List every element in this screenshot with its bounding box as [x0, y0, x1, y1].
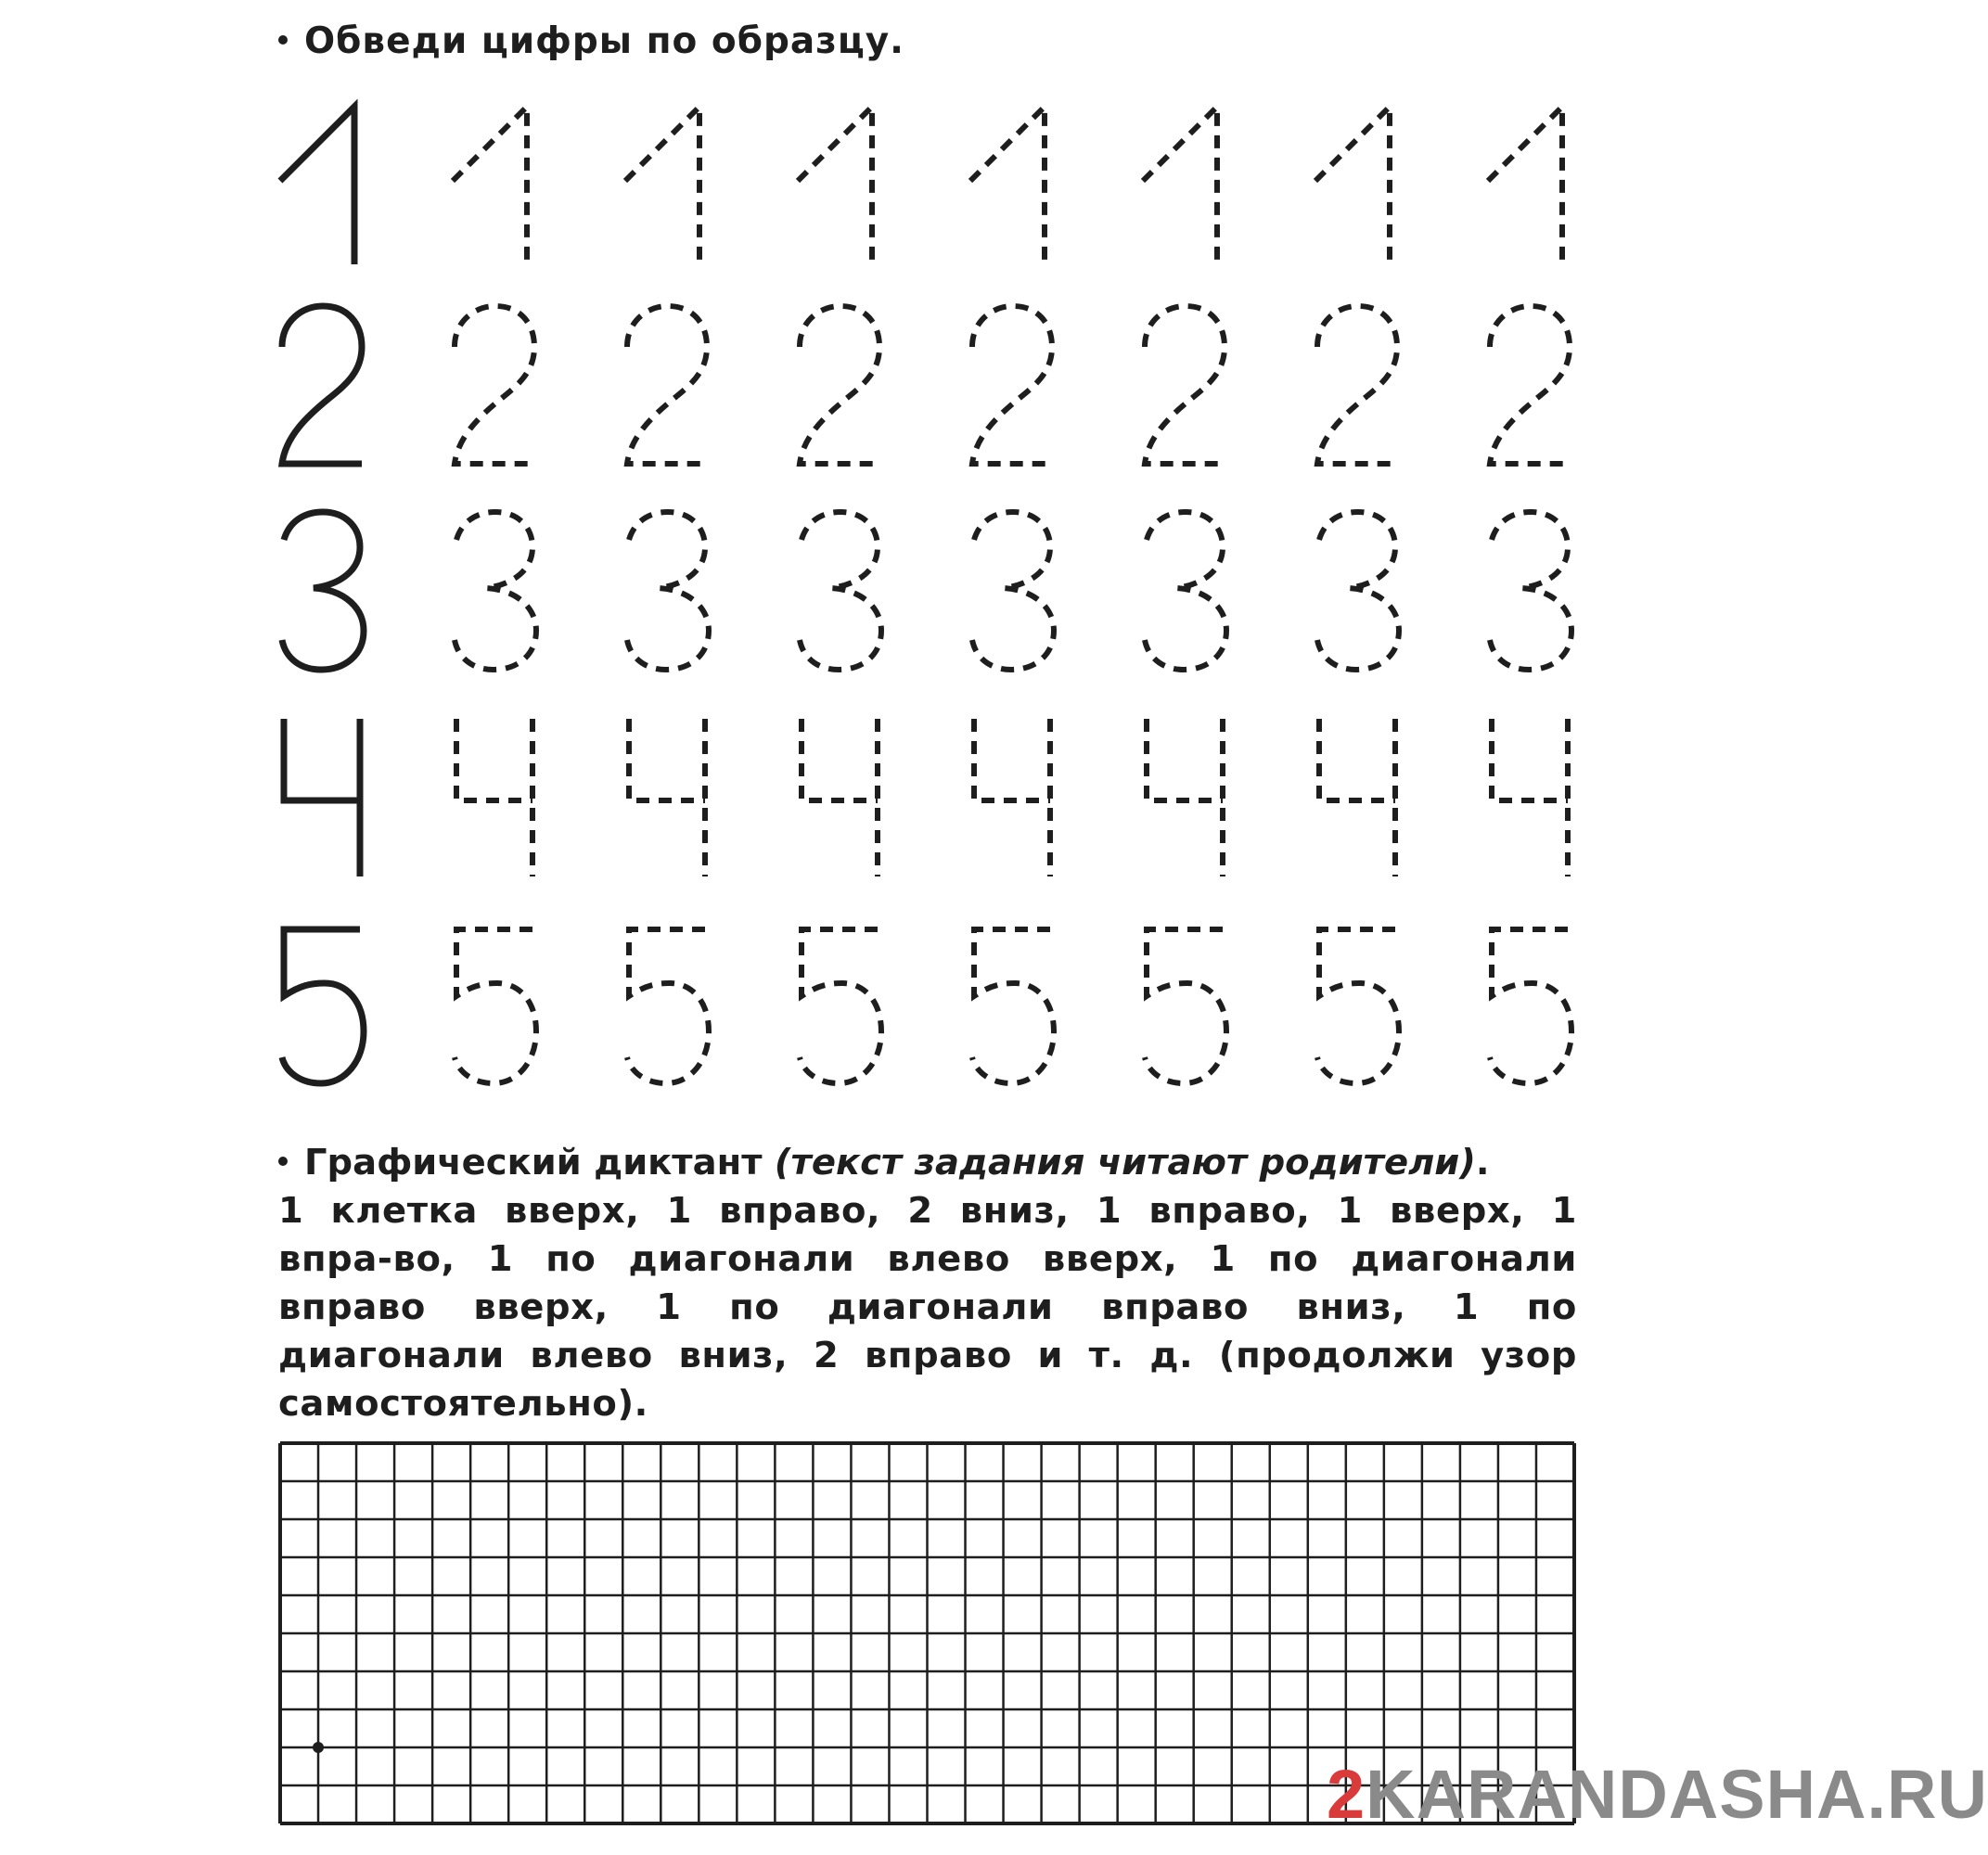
sample-digit-5	[282, 929, 364, 1083]
dictation-instructions: 1 клетка вверх, 1 вправо, 2 вниз, 1 вправо, 1 вверх, 1 впра-во, 1 по диагонали влево вверх, 1 по диагонали вправо вверх, 1 по диагонали вправо вниз, 1 по диагонали влево вниз, 2 вправо и т. д. (продолжи узор самостоятельно).	[278, 1190, 1577, 1425]
trace-digit-2-7[interactable]	[1490, 306, 1570, 464]
trace-digit-2-6[interactable]	[1317, 306, 1397, 464]
trace-digit-1-4[interactable]	[970, 107, 1045, 264]
digit-row-3	[282, 512, 1571, 670]
dictation-heading-end: .	[1475, 1142, 1490, 1183]
trace-digit-4-6[interactable]	[1319, 719, 1395, 876]
trace-digit-4-7[interactable]	[1492, 719, 1568, 876]
digit-row-1	[280, 107, 1562, 264]
dictation-heading	[278, 1139, 1577, 1187]
trace-digit-5-3[interactable]	[800, 929, 881, 1083]
trace-digit-3-6[interactable]	[1317, 512, 1399, 670]
dictation-heading-plain: Графический диктант	[304, 1142, 775, 1183]
trace-digit-5-5[interactable]	[1145, 929, 1226, 1083]
bullet-icon	[278, 1157, 288, 1166]
watermark-number: 2	[1327, 1756, 1366, 1833]
digit-row-2	[282, 306, 1570, 464]
trace-digit-1-2[interactable]	[625, 107, 699, 264]
trace-digit-1-3[interactable]	[798, 107, 872, 264]
trace-digit-1-6[interactable]	[1315, 107, 1390, 264]
trace-digit-3-4[interactable]	[972, 512, 1054, 670]
trace-digit-1-1[interactable]	[453, 107, 527, 264]
digit-row-5	[282, 929, 1571, 1083]
trace-digit-2-5[interactable]	[1145, 306, 1225, 464]
trace-digit-3-3[interactable]	[800, 512, 881, 670]
task-heading-text: Обведи цифры по образцу.	[304, 20, 904, 62]
start-dot	[313, 1742, 324, 1753]
trace-digit-5-1[interactable]	[455, 929, 536, 1083]
digit-row-4	[284, 719, 1568, 876]
trace-digit-2-3[interactable]	[800, 306, 879, 464]
trace-digit-2-1[interactable]	[455, 306, 534, 464]
sample-digit-2	[282, 306, 362, 464]
trace-digit-5-6[interactable]	[1317, 929, 1399, 1083]
trace-digit-3-1[interactable]	[455, 512, 536, 670]
trace-digit-4-4[interactable]	[974, 719, 1050, 876]
watermark-logo	[1327, 1756, 1988, 1833]
trace-digit-5-7[interactable]	[1490, 929, 1571, 1083]
trace-digit-3-5[interactable]	[1145, 512, 1226, 670]
trace-digit-5-4[interactable]	[972, 929, 1054, 1083]
sample-digit-3	[282, 512, 364, 670]
trace-digit-4-2[interactable]	[629, 719, 705, 876]
trace-digit-2-2[interactable]	[627, 306, 707, 464]
sample-digit-4	[284, 719, 360, 876]
trace-digit-5-2[interactable]	[627, 929, 709, 1083]
trace-digit-1-7[interactable]	[1488, 107, 1562, 264]
trace-digit-1-5[interactable]	[1143, 107, 1217, 264]
trace-digit-4-5[interactable]	[1147, 719, 1223, 876]
dictation-block	[278, 1139, 1577, 1428]
trace-digit-4-3[interactable]	[802, 719, 878, 876]
sample-digit-1	[280, 107, 354, 264]
dictation-heading-italic: (текст задания читают родители)	[774, 1142, 1476, 1183]
trace-digit-2-4[interactable]	[972, 306, 1052, 464]
trace-digit-3-7[interactable]	[1490, 512, 1571, 670]
trace-digit-3-2[interactable]	[627, 512, 709, 670]
trace-digit-4-1[interactable]	[456, 719, 532, 876]
watermark-text: KARANDASHA.RU	[1366, 1756, 1988, 1833]
